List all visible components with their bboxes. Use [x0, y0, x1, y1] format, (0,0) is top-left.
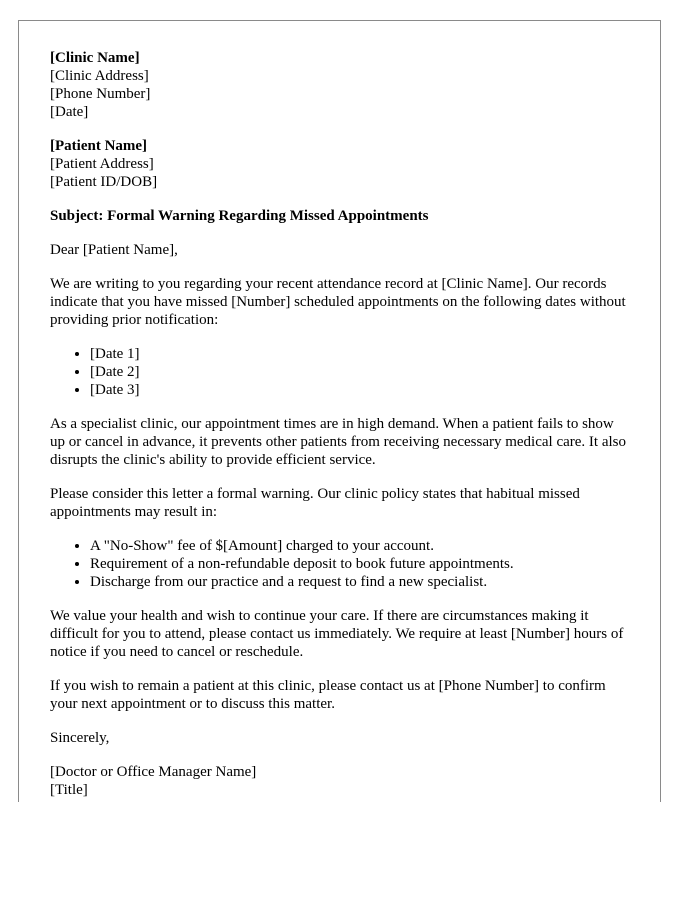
- list-item: • Requirement of a non-refundable deposit to book future appointments.: [90, 555, 629, 573]
- paragraph-contact: If you wish to remain a patient at this clinic, please contact us at [Phone Number] to confirm your next appointment or to discuss this matter.: [50, 678, 606, 712]
- recipient-block: [50, 137, 629, 191]
- list-item: • A "No-Show" fee of $[Amount] charged to your account.: [90, 537, 629, 555]
- paragraph-demand: As a specialist clinic, our appointment times are in high demand. When a patient fails to show up or cancel in advance, it prevents other patients from receiving necessary medical care. It also disrupts the clinic's ability to provide efficient service.: [50, 416, 626, 468]
- list-item: • Discharge from our practice and a request to find a new specialist.: [90, 573, 629, 591]
- list-item: • [Date 3]: [90, 381, 629, 399]
- paragraph-intro: We are writing to you regarding your recent attendance record at [Clinic Name]. Our records indicate that you have missed [Number] scheduled appointments on the following dates without providing prior notification:: [50, 276, 626, 328]
- list-item: • [Date 2]: [90, 363, 629, 381]
- patient-name: [Patient Name]: [50, 138, 148, 154]
- patient-address: [Patient Address]: [50, 156, 154, 172]
- signer-title: [Title]: [50, 782, 88, 798]
- missed-dates-list: [50, 345, 629, 399]
- patient-id: [Patient ID/DOB]: [50, 174, 158, 190]
- paragraph-care: We value your health and wish to continue your care. If there are circumstances making it difficult for you to attend, please contact us immediately. We require at least [Number] hours of notice if you need to cancel or reschedule.: [50, 608, 624, 660]
- clinic-phone: [Phone Number]: [50, 86, 151, 102]
- paragraph-warning: Please consider this letter a formal warning. Our clinic policy states that habitual missed appointments may result in:: [50, 486, 580, 520]
- signature-block: [50, 763, 629, 799]
- subject-line: Subject: Formal Warning Regarding Missed Appointments: [50, 208, 429, 224]
- consequences-list: [50, 537, 629, 591]
- closing: Sincerely,: [50, 730, 110, 746]
- salutation: Dear [Patient Name],: [50, 242, 178, 258]
- signer-name: [Doctor or Office Manager Name]: [50, 764, 257, 780]
- list-item: • [Date 1]: [90, 345, 629, 363]
- clinic-address: [Clinic Address]: [50, 68, 149, 84]
- letter-date: [Date]: [50, 104, 89, 120]
- sender-block: [50, 49, 629, 121]
- letter-document: [18, 20, 661, 802]
- clinic-name: [Clinic Name]: [50, 50, 140, 66]
